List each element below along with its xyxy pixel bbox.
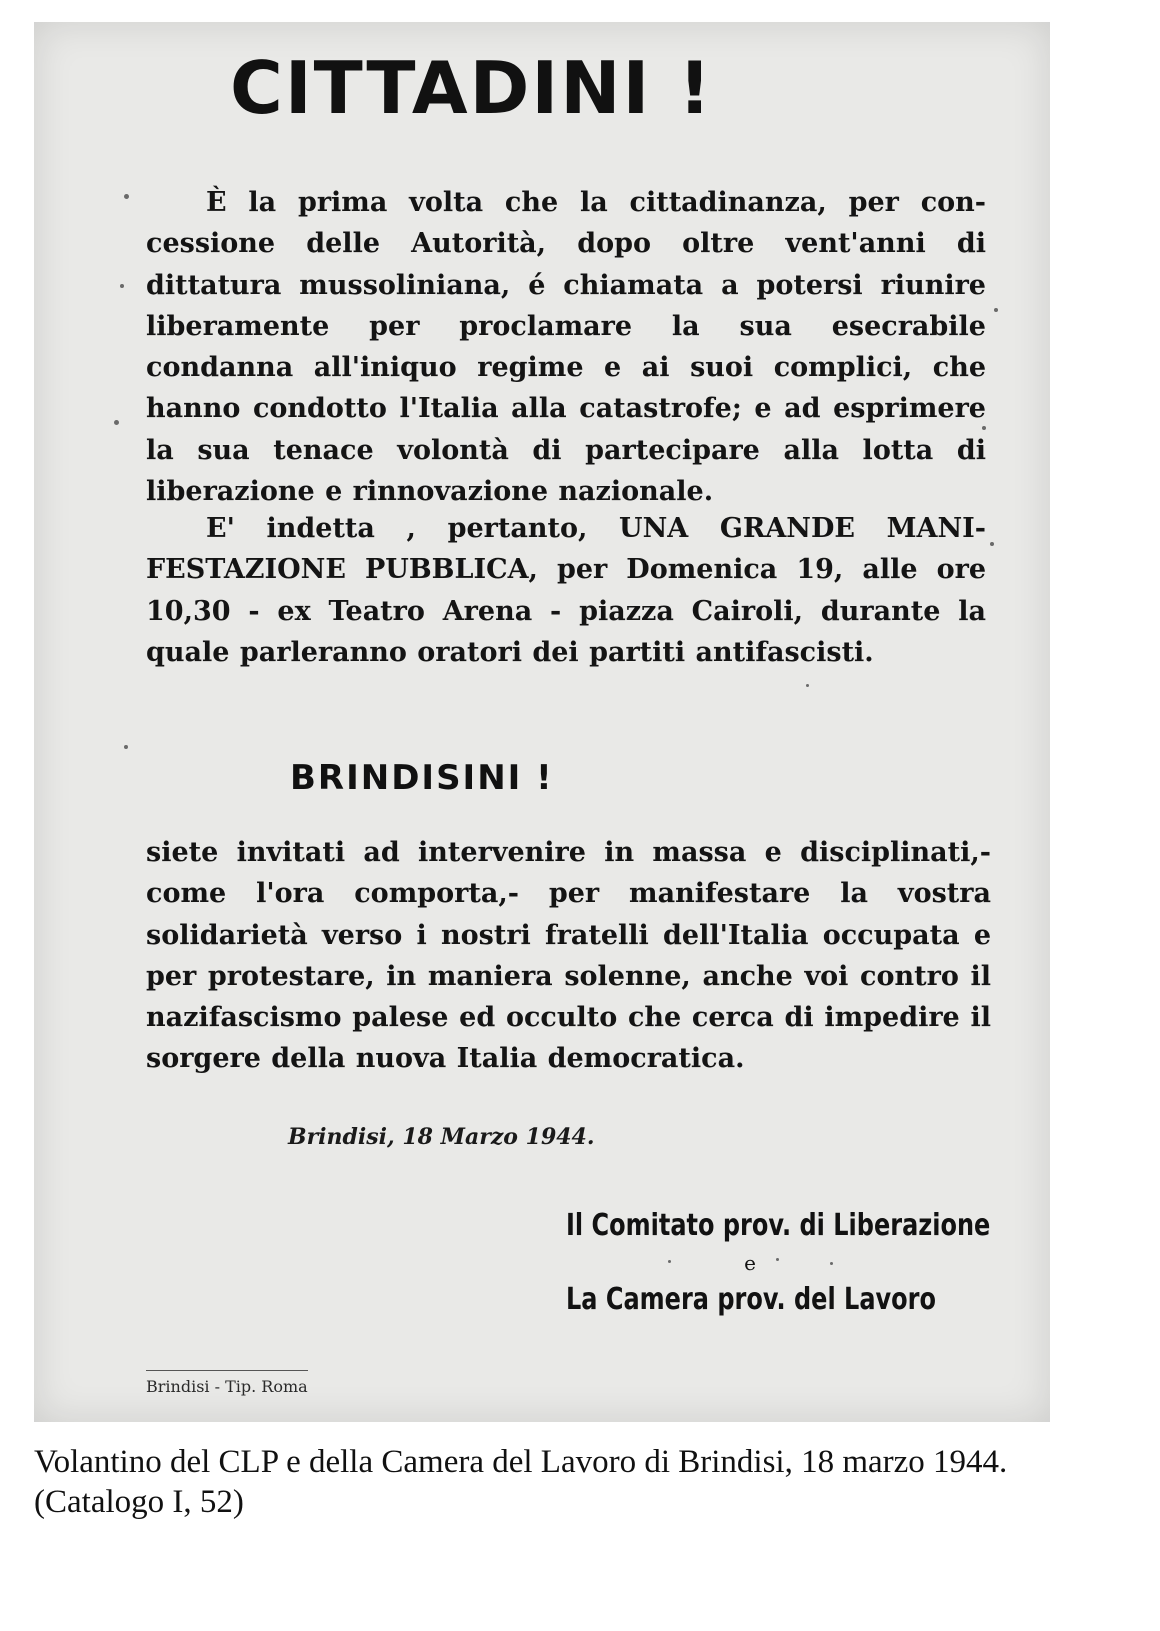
print-speck (124, 745, 128, 749)
print-speck (994, 308, 998, 312)
print-speck (124, 194, 129, 199)
paragraph-1-text: È la prima volta che la cittadinanza, per concessione delle Autorità, dopo oltre vent'anni di dittatura mussoliniana, é chiamata a potersi riunire liberamente per proclamare la sua esecrabile condanna all'iniquo regime e ai suoi complici, che hanno condotto l'Italia alla catastrofe; e ad esprimere la sua tenace volontà di partecipare alla lotta di liberazione e rinnovazione nazionale. (146, 187, 986, 508)
poster-date-line: Brindisi, 18 Marzo 1944. (288, 1124, 595, 1150)
print-speck (776, 1258, 779, 1261)
print-speck (120, 284, 124, 288)
poster-paragraph-1 (146, 182, 986, 512)
signature-line-2: La Camera prov. del Lavoro (566, 1282, 936, 1317)
signature-conjunction: e (744, 1251, 756, 1275)
poster-sub-headline: BRINDISINI ! (290, 758, 554, 798)
print-speck (114, 420, 119, 425)
figure-caption: Volantino del CLP e della Camera del Lavoro di Brindisi, 18 marzo 1944. (Catalogo I, 52) (34, 1444, 1008, 1520)
print-speck (990, 542, 994, 546)
poster-paragraph-2 (146, 508, 986, 673)
printer-credit: Brindisi - Tip. Roma (146, 1370, 308, 1396)
poster-headline: CITTADINI ! (230, 46, 714, 130)
paragraph-2-text: E' indetta , pertanto, UNA GRANDE MANIFESTAZIONE PUBBLICA, per Domenica 19, alle ore 10,30 - ex Teatro Arena - piazza Cairoli, durante la quale parleranno oratori dei partiti antifascisti. (146, 513, 986, 668)
print-speck (668, 1260, 671, 1263)
poster-signature (520, 1206, 991, 1320)
print-speck (806, 684, 809, 687)
print-speck (982, 426, 986, 430)
poster-photo (34, 22, 1050, 1422)
poster-paragraph-3: siete invitati ad intervenire in massa e disciplinati,- come l'ora comporta,- per manifestare la vostra solidarietà verso i nostri fratelli dell'Italia occupata e per protestare, in maniera solenne, anche voi contro il nazifascismo palese ed occulto che cerca di impedire il sorgere della nuova Italia democratica. (146, 837, 991, 1075)
print-speck (830, 1262, 833, 1265)
signature-line-1: Il Comitato prov. di Liberazione (566, 1208, 991, 1243)
